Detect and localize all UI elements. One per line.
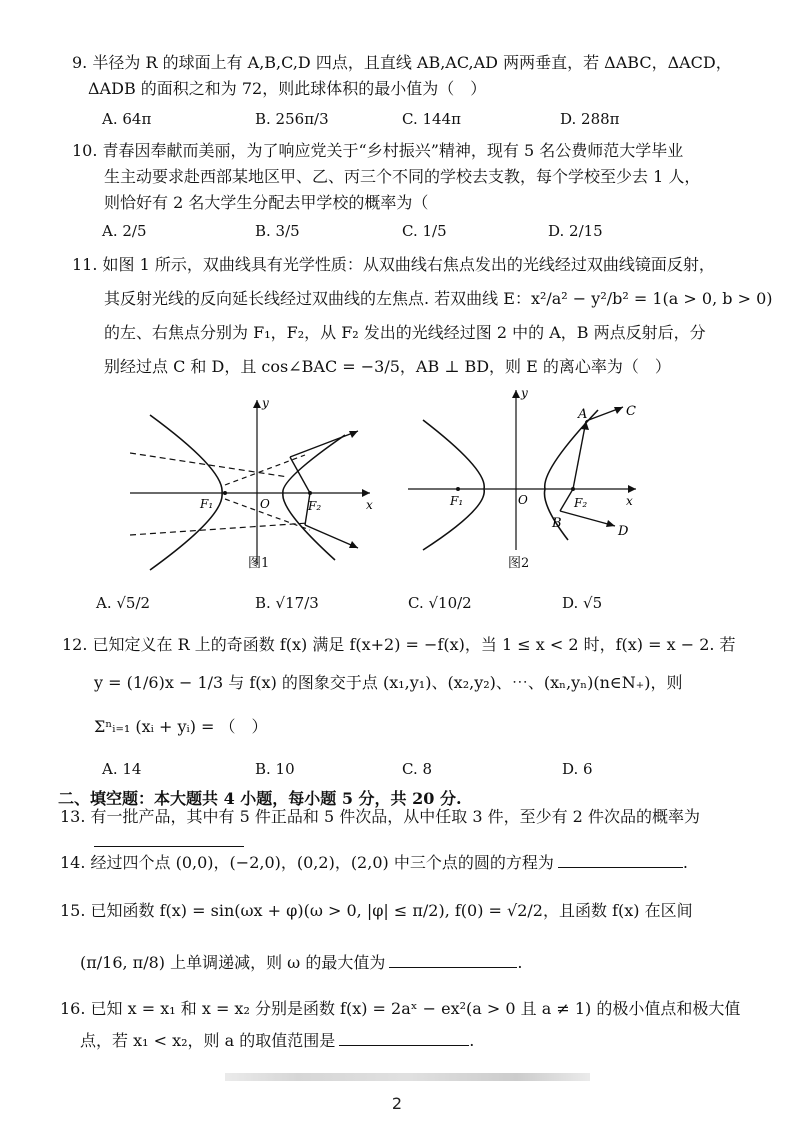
- fig2-y-arrow: [512, 390, 520, 398]
- q10-option-c: C. 1/5: [402, 222, 447, 240]
- fig2-d-label: D: [618, 524, 629, 539]
- q14-answer-blank[interactable]: [558, 853, 683, 868]
- q12-line1: 12. 已知定义在 R 上的奇函数 f(x) 满足 f(x+2) = −f(x)，当 1 ≤ x < 2 时，f(x) = x − 2. 若: [62, 635, 736, 654]
- fig1-reflected-lower: [305, 525, 358, 548]
- q13-answer-blank[interactable]: [94, 832, 244, 847]
- section-2-heading: 二、填空题：本大题共 4 小题，每小题 5 分，共 20 分.: [58, 789, 462, 808]
- q11-line3: 的左、右焦点分别为 F₁，F₂，从 F₂ 发出的光线经过图 2 中的 A，B 两点反射后，分: [104, 323, 706, 342]
- q16-answer-blank[interactable]: [339, 1031, 469, 1046]
- q11-option-d: D. √5: [562, 594, 603, 612]
- fig1-f2-label: F₂: [308, 499, 322, 513]
- fig2-f2-point: [571, 487, 575, 491]
- fig2-x-arrow: [628, 485, 636, 493]
- q11-line4: 别经过点 C 和 D，且 cos∠BAC = −3/5，AB ⊥ BD，则 E 的离心率为（ ）: [104, 357, 671, 376]
- fig1-x-label: x: [366, 498, 373, 512]
- fig2-f2-label: F₂: [574, 496, 588, 510]
- fig1-right-branch: [283, 435, 345, 560]
- q12-option-b: B. 10: [255, 760, 295, 778]
- page-number: 2: [391, 1094, 403, 1113]
- figure-1: [130, 395, 390, 575]
- q16-end: .: [469, 1031, 475, 1050]
- q9-line2: ΔADB 的面积之和为 72，则此球体积的最小值为（ ）: [88, 79, 487, 98]
- fig2-f1-label: F₁: [450, 494, 464, 508]
- q12-line2: y = (1/6)x − 1/3 与 f(x) 的图象交于点 (x₁,y₁)、(x₂,y₂)、⋯、(xₙ,yₙ)(n∈N₊)，则: [94, 673, 683, 692]
- q9-line1: 9. 半径为 R 的球面上有 A,B,C,D 四点，且直线 AB,AC,AD 两两垂直，若 ΔABC，ΔACD，: [72, 53, 732, 72]
- q9-option-c: C. 144π: [402, 110, 461, 128]
- fig1-f2-point: [308, 491, 312, 495]
- q10-option-b: B. 3/5: [255, 222, 300, 240]
- q10-line1: 10. 青春因奉献而美丽，为了响应党关于“乡村振兴”精神，现有 5 名公费师范大学毕业: [72, 141, 684, 160]
- q16-text: 点，若 x₁ < x₂，则 a 的取值范围是: [80, 1031, 336, 1050]
- fig2-x-label: x: [626, 494, 633, 508]
- fig2-a-label: A: [578, 407, 588, 422]
- q12-option-c: C. 8: [402, 760, 433, 778]
- q14-text: 14. 经过四个点 (0,0)，(−2,0)，(0,2)，(2,0) 中三个点的圆的方程为: [60, 853, 554, 872]
- q15-end: .: [517, 953, 523, 972]
- q15-line1: 15. 已知函数 f(x) = sin(ωx + φ)(ω > 0, |φ| ≤ π/2), f(0) = √2/2，且函数 f(x) 在区间: [60, 901, 693, 920]
- q11-option-b: B. √17/3: [255, 594, 319, 612]
- fig2-ray-f2-b: [560, 489, 573, 511]
- q16-line2: [80, 1030, 474, 1052]
- fig2-b-label: B: [552, 516, 562, 531]
- q9-option-d: D. 288π: [560, 110, 620, 128]
- fig1-f1-label: F₁: [200, 497, 214, 511]
- q9-option-b: B. 256π/3: [255, 110, 329, 128]
- fig1-origin-label: O: [260, 497, 270, 511]
- q15-text: (π/16, π/8) 上单调递减，则 ω 的最大值为: [80, 953, 386, 972]
- q15-answer-blank[interactable]: [389, 953, 517, 968]
- q11-line2: 其反射光线的反向延长线经过双曲线的左焦点. 若双曲线 E：x²/a² − y²/b² = 1(a > 0, b > 0): [104, 289, 773, 308]
- q14-line1: [60, 852, 688, 874]
- fig1-f1-point: [223, 491, 227, 495]
- q15-line2: [80, 952, 522, 974]
- fig2-arrow-d: [606, 520, 615, 527]
- fig2-caption: 图2: [508, 556, 530, 571]
- fig2-ray-b-d: [560, 511, 615, 526]
- fig1-dashed-ray-upper2: [225, 455, 305, 485]
- q10-option-d: D. 2/15: [548, 222, 603, 240]
- fig2-origin-label: O: [518, 493, 528, 507]
- q14-end: .: [682, 853, 688, 872]
- q12-option-d: D. 6: [562, 760, 593, 778]
- q10-line3: 则恰好有 2 名大学生分配去甲学校的概率为（: [104, 193, 429, 212]
- q13-line1: 13. 有一批产品，其中有 5 件正品和 5 件次品，从中任取 3 件，至少有 2 件次品的概率为: [60, 807, 700, 826]
- fig2-y-label: y: [521, 386, 528, 400]
- fig2-left-branch: [423, 420, 484, 550]
- q11-option-c: C. √10/2: [408, 594, 472, 612]
- q12-option-a: A. 14: [102, 760, 142, 778]
- fig1-reflected-upper: [290, 431, 358, 457]
- fig1-dashed-ray-lower: [130, 523, 308, 535]
- q9-option-a: A. 64π: [102, 110, 152, 128]
- fig1-y-arrow: [253, 400, 261, 408]
- fig1-y-label: y: [262, 396, 269, 410]
- fig1-caption: 图1: [248, 556, 270, 571]
- q12-line3: Σⁿᵢ₌₁ (xᵢ + yᵢ) = （ ）: [94, 717, 268, 736]
- q16-line1: 16. 已知 x = x₁ 和 x = x₂ 分别是函数 f(x) = 2aˣ − ex²(a > 0 且 a ≠ 1) 的极小值点和极大值: [60, 999, 741, 1018]
- q11-option-a: A. √5/2: [96, 594, 151, 612]
- q10-option-a: A. 2/5: [102, 222, 147, 240]
- q11-line1: 11. 如图 1 所示，双曲线具有光学性质：从双曲线右焦点发出的光线经过双曲线镜面反射，: [72, 255, 715, 274]
- fig2-c-label: C: [626, 404, 636, 419]
- fig1-x-arrow: [362, 489, 370, 497]
- q10-line2: 生主动要求赴西部某地区甲、乙、丙三个不同的学校去支教，每个学校至少去 1 人，: [104, 167, 701, 186]
- fig2-arrow-a: [581, 421, 589, 430]
- fig2-f1-point: [456, 487, 460, 491]
- figure-2: [408, 385, 648, 555]
- footer-smudge: [225, 1073, 590, 1081]
